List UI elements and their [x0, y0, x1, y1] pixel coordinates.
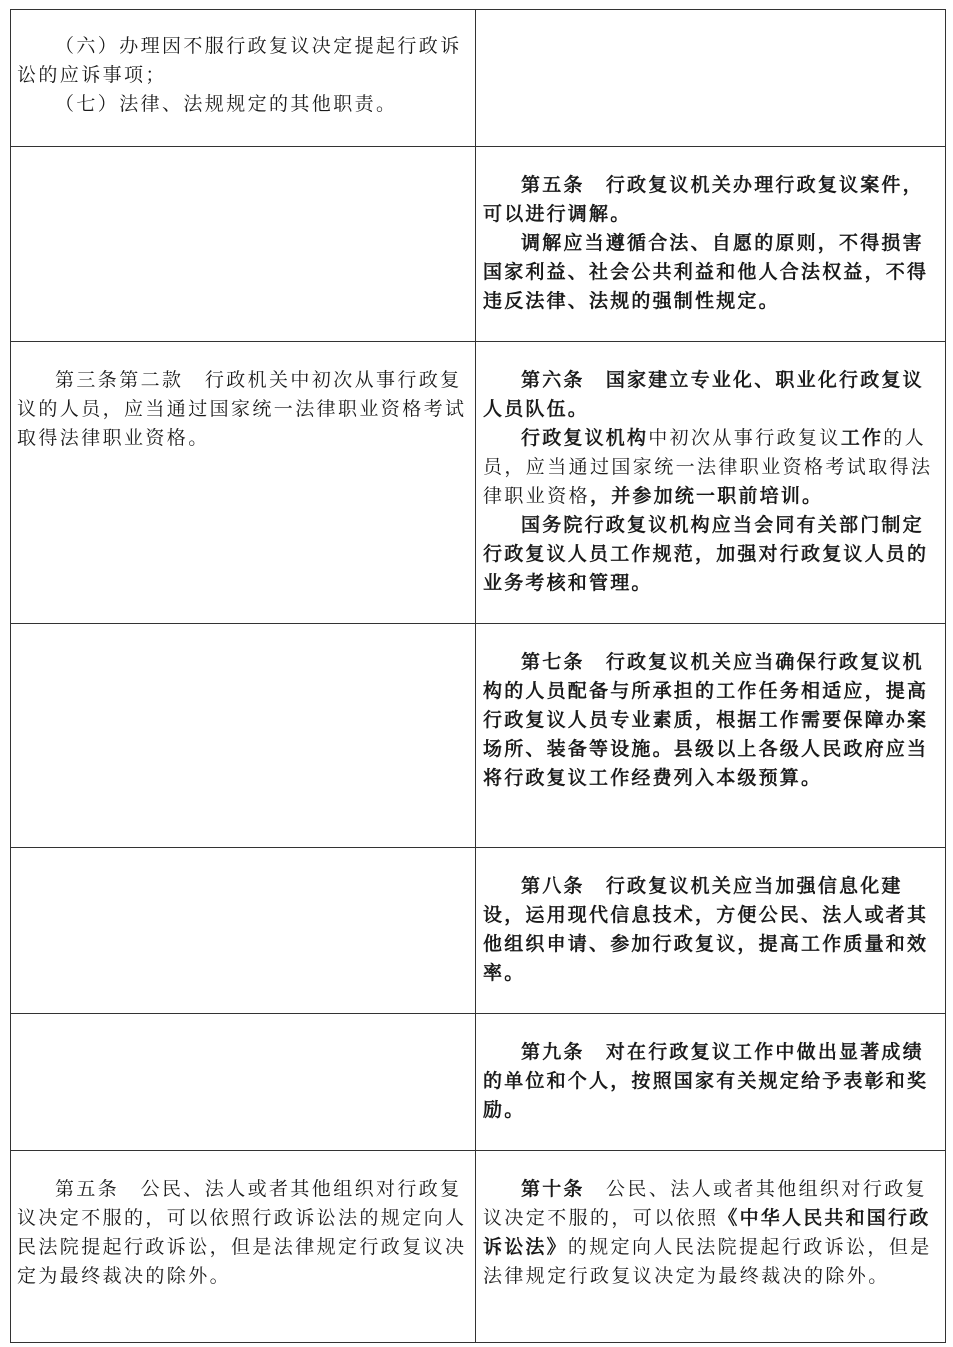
new-text-cell	[476, 624, 946, 848]
article-paragraph: 调解应当遵循合法、自愿的原则，不得损害国家利益、社会公共利益和他人合法权益，不得违反法律、法规的强制性规定。	[483, 232, 929, 312]
amended-text: 工作	[840, 427, 884, 449]
article-number: 第五条	[521, 174, 585, 196]
article-number: 第三条第二款	[55, 369, 184, 391]
new-text-cell	[476, 1151, 946, 1343]
table-row	[11, 1014, 946, 1151]
article-number: 第九条	[521, 1041, 585, 1063]
amended-text: ，并参加统一职前培训。	[590, 485, 824, 507]
article-text: 国家建立专业化、职业化行政复议人员队伍。	[483, 369, 924, 420]
table-row	[11, 342, 946, 624]
new-text-cell	[476, 1014, 946, 1151]
old-clause-6: （六）办理因不服行政复议决定提起行政诉讼的应诉事项；	[17, 35, 462, 86]
amended-text: 《中华人民共和国行政诉讼法》	[483, 1207, 931, 1258]
table-row	[11, 147, 946, 342]
article-number: 第六条	[521, 369, 585, 391]
old-text-cell	[11, 848, 476, 1014]
retained-text: 公民、法人或者其他组织对行政复议决定不服的，可以依照	[483, 1178, 928, 1229]
article-number: 第十条	[521, 1178, 585, 1200]
comparison-table	[10, 9, 946, 1343]
new-text-cell	[476, 342, 946, 624]
old-text-cell	[11, 1151, 476, 1343]
article-paragraph: 国务院行政复议机构应当会同有关部门制定行政复议人员工作规范，加强对行政复议人员的业务考核和管理。	[483, 514, 929, 594]
article-number: 第五条	[55, 1178, 120, 1200]
retained-text: 的人员，应当通过国家统一法律职业资格考试取得法律职业资格	[483, 427, 933, 507]
old-text-cell	[11, 10, 476, 147]
new-text-cell	[476, 147, 946, 342]
table-row	[11, 848, 946, 1014]
old-text-cell	[11, 1014, 476, 1151]
old-text-cell	[11, 147, 476, 342]
retained-text: 中初次从事行政复议	[648, 427, 841, 449]
retained-text: 的规定向人民法院提起行政诉讼，但是法律规定行政复议决定为最终裁决的除外。	[483, 1236, 932, 1287]
amended-text: 行政复议机构	[521, 427, 649, 449]
table-row	[11, 624, 946, 848]
comparison-table-page	[10, 9, 943, 1342]
new-text-cell	[476, 10, 946, 147]
article-text: 行政复议机关应当确保行政复议机构的人员配备与所承担的工作任务相适应，提高行政复议人员专业素质，根据工作需要保障办案场所、装备等设施。县级以上各级人民政府应当将行政复议工作经费列入本级预算。	[483, 651, 929, 789]
article-text: 行政复议机关办理行政复议案件，可以进行调解。	[483, 174, 924, 225]
new-text-cell	[476, 848, 946, 1014]
table-row	[11, 10, 946, 147]
old-text-cell	[11, 342, 476, 624]
article-text: 行政复议机关应当加强信息化建设，运用现代信息技术，方便公民、法人或者其他组织申请、参加行政复议，提高工作质量和效率。	[483, 875, 929, 984]
article-text: 对在行政复议工作中做出显著成绩的单位和个人，按照国家有关规定给予表彰和奖励。	[483, 1041, 929, 1121]
old-clause-7: （七）法律、法规规定的其他职责。	[55, 93, 398, 115]
article-text: 公民、法人或者其他组织对行政复议决定不服的，可以依照行政诉讼法的规定向人民法院提起行政诉讼，但是法律规定行政复议决定为最终裁决的除外。	[17, 1178, 467, 1287]
old-text-cell	[11, 624, 476, 848]
article-number: 第八条	[521, 875, 585, 897]
article-text: 行政机关中初次从事行政复议的人员，应当通过国家统一法律职业资格考试取得法律职业资格。	[17, 369, 467, 449]
table-row	[11, 1151, 946, 1343]
article-number: 第七条	[521, 651, 585, 673]
